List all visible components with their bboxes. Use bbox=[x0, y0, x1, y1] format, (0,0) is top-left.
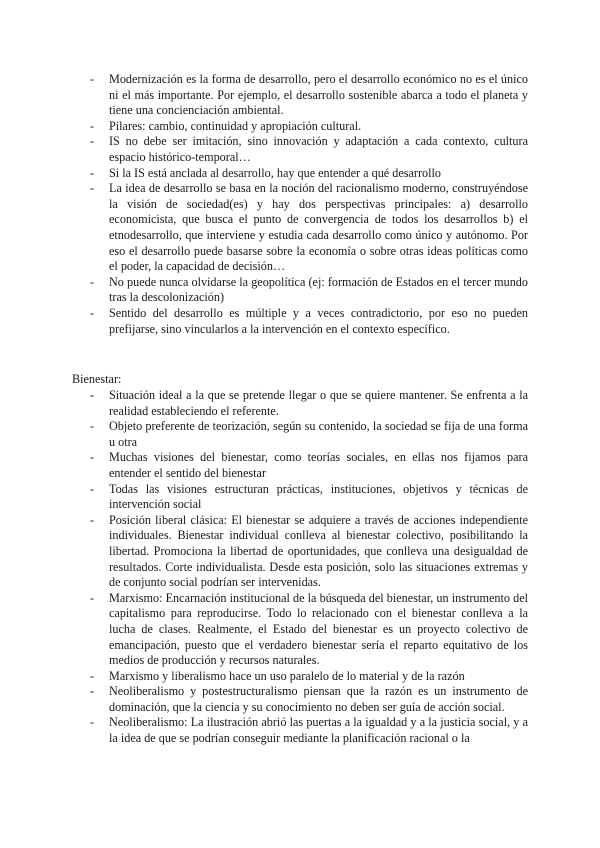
dash-bullet-icon: - bbox=[90, 134, 95, 149]
bullet-item bbox=[0, 591, 600, 669]
bullet-text: Todas las visiones estructuran prácticas, instituciones, objetivos y técnicas de intervención social bbox=[109, 481, 528, 512]
dash-bullet-icon: - bbox=[90, 72, 95, 86]
dash-bullet-icon: - bbox=[90, 305, 95, 320]
development-bullet-list bbox=[0, 72, 600, 337]
bullet-text: IS no debe ser imitación, sino innovación y adaptación a cada contexto, cultura espacio histórico-temporal… bbox=[109, 134, 528, 164]
bullet-item bbox=[0, 513, 600, 591]
bullet-text: Si la IS está anclada al desarrollo, hay que entender a qué desarrollo bbox=[109, 165, 441, 180]
dash-bullet-icon: - bbox=[90, 668, 95, 683]
bullet-text: Neoliberalismo y postestructuralismo piensan que la razón es un instrumento de dominación, que la ciencia y su conocimiento no deben ser guía de acción social. bbox=[109, 684, 528, 714]
section-heading-bienestar: Bienestar: bbox=[72, 372, 122, 386]
bullet-text: Neoliberalismo: La ilustración abrió las puertas a la igualdad y a la justicia social, y a la idea de que se podrían conseguir mediante la planificación racional o la bbox=[109, 715, 528, 746]
dash-bullet-icon: - bbox=[90, 590, 95, 605]
dash-bullet-icon: - bbox=[90, 165, 95, 180]
bullet-item bbox=[0, 388, 600, 419]
bullet-item bbox=[0, 482, 600, 513]
bullet-text: No puede nunca olvidarse la geopolítica (ej: formación de Estados en el tercer mundo tras la descolonización) bbox=[109, 274, 528, 305]
bienestar-bullet-list bbox=[0, 388, 600, 747]
dash-bullet-icon: - bbox=[90, 388, 95, 402]
bullet-item bbox=[0, 669, 600, 685]
dash-bullet-icon: - bbox=[90, 419, 95, 434]
dash-bullet-icon: - bbox=[90, 274, 95, 289]
dash-bullet-icon: - bbox=[90, 512, 95, 527]
bullet-item bbox=[0, 166, 600, 182]
bullet-text: Objeto preferente de teorización, según su contenido, la sociedad se fija de una forma u otra bbox=[109, 419, 528, 449]
bullet-item bbox=[0, 134, 600, 165]
bullet-item bbox=[0, 715, 600, 746]
bullet-text: Situación ideal a la que se pretende llegar o que se quiere mantener. Se enfrenta a la realidad estableciendo el referente. bbox=[109, 388, 528, 418]
dash-bullet-icon: - bbox=[90, 684, 95, 699]
dash-bullet-icon: - bbox=[90, 715, 95, 730]
bullet-text: La idea de desarrollo se basa en la noción del racionalismo moderno, construyéndose la visión de sociedad(es) y hay dos perspectivas principales: a) desarrollo economicista, que busca el punto de convergencia de todos los desarrollos b) el etnodesarrollo, que interviene y estudia cada desarrollo como único y autónomo. Por eso el desarrollo puede basarse sobre la economía o sobre otras ideas políticas como el poder, la capacidad de decisión… bbox=[109, 181, 528, 274]
bullet-item bbox=[0, 119, 600, 135]
bullet-item bbox=[0, 275, 600, 306]
bullet-text: Pilares: cambio, continuidad y apropiación cultural. bbox=[109, 118, 362, 133]
dash-bullet-icon: - bbox=[90, 450, 95, 465]
bullet-text: Muchas visiones del bienestar, como teorías sociales, en ellas nos fijamos para entender el sentido del bienestar bbox=[109, 450, 528, 480]
bullet-item bbox=[0, 72, 600, 119]
bullet-text: Modernización es la forma de desarrollo, pero el desarrollo económico no es el único ni el más importante. Por ejemplo, el desarrollo sostenible abarca a todo el planeta y tiene una concienciación ambiental. bbox=[109, 72, 528, 118]
dash-bullet-icon: - bbox=[90, 118, 95, 133]
bullet-text: Marxismo y liberalismo hace un uso paralelo de lo material y de la razón bbox=[109, 668, 465, 683]
bullet-item bbox=[0, 419, 600, 450]
dash-bullet-icon: - bbox=[90, 481, 95, 496]
bullet-item bbox=[0, 181, 600, 275]
bullet-text: Posición liberal clásica: El bienestar se adquiere a través de acciones independiente individuales. Bienestar individual conlleva al bienestar colectivo, posibilitando la libertad. Promociona la libertad de oportunidades, que conlleva una desigualdad de resultados. Corte individualista. Desde esta posición, solo las situaciones extremas y de conjunto social podrían ser intervenidas. bbox=[109, 512, 528, 590]
bullet-item bbox=[0, 306, 600, 337]
bullet-text: Sentido del desarrollo es múltiple y a veces contradictorio, por eso no pueden prefijarse, sino vincularlos a la intervención en el contexto específico. bbox=[109, 305, 528, 336]
bullet-item bbox=[0, 450, 600, 481]
dash-bullet-icon: - bbox=[90, 181, 95, 196]
bullet-text: Marxismo: Encarnación institucional de la búsqueda del bienestar, un instrumento del capitalismo para reproducirse. Todo lo relacionado con el bienestar conlleva a la lucha de clases. Realmente, el Estado del bienestar es un proyecto colectivo de emancipación, puesto que el verdadero bienestar sería el reparto equitativo de los medios de producción y recursos naturales. bbox=[109, 590, 528, 668]
bullet-item bbox=[0, 684, 600, 715]
